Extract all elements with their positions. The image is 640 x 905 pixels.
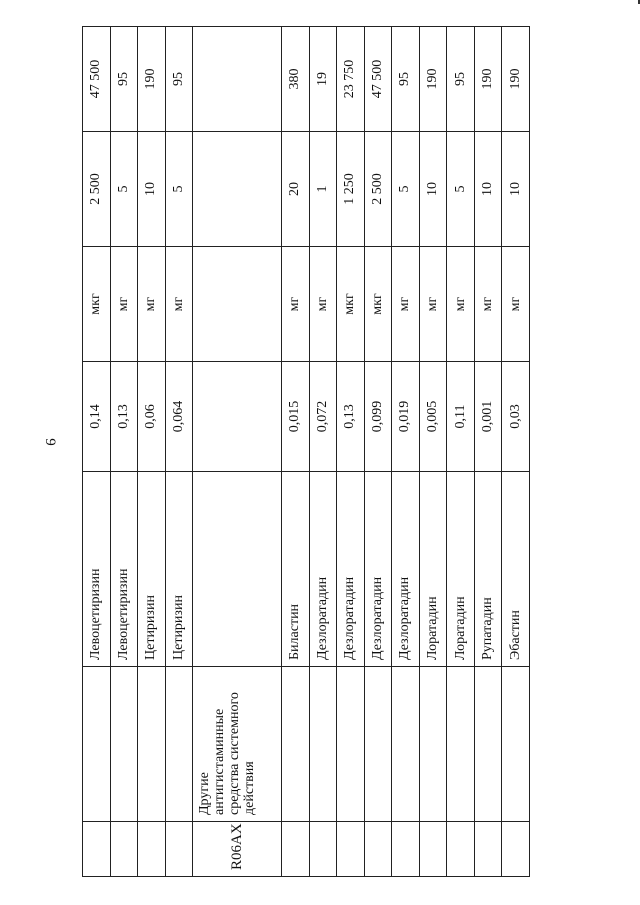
drug-name-cell: Биластин [282,472,310,667]
value-cell: 0,06 [138,362,166,472]
total-cell: 190 [474,27,502,132]
total-cell: 380 [282,27,310,132]
total-cell: 47 500 [83,27,111,132]
unit-cell: мг [474,247,502,362]
dose-cell: 5 [447,132,475,247]
dose-cell: 5 [392,132,420,247]
group-cell [364,667,392,822]
group-cell [392,667,420,822]
table-row [165,27,193,877]
table-row [502,27,530,877]
drug-name-cell: Эбастин [502,472,530,667]
dose-cell: 10 [138,132,166,247]
total-cell: 190 [502,27,530,132]
group-cell [337,667,365,822]
unit-cell: мг [447,247,475,362]
dose-cell: 2 500 [364,132,392,247]
dose-cell: 1 250 [337,132,365,247]
drug-name-cell: Дезлоратадин [309,472,337,667]
value-cell [193,362,282,472]
dose-cell: 5 [110,132,138,247]
code-cell [474,822,502,877]
dose-cell [193,132,282,247]
group-cell [165,667,193,822]
code-cell [282,822,310,877]
code-cell [309,822,337,877]
table-row [364,27,392,877]
table-row [83,27,111,877]
group-cell [282,667,310,822]
dose-cell: 2 500 [83,132,111,247]
table-container [82,27,530,877]
unit-cell: мг [282,247,310,362]
value-cell: 0,13 [110,362,138,472]
drug-table [82,26,530,877]
drug-name-cell: Рупатадин [474,472,502,667]
unit-cell: мг [165,247,193,362]
drug-name-cell: Цетиризин [138,472,166,667]
code-cell: R06AX [193,822,282,877]
group-cell [447,667,475,822]
drug-name-cell: Дезлоратадин [392,472,420,667]
code-cell [83,822,111,877]
value-cell: 0,001 [474,362,502,472]
dose-cell: 5 [165,132,193,247]
code-cell [447,822,475,877]
group-cell: Другие антигистаминные средства системного действия [193,667,282,822]
total-cell: 95 [447,27,475,132]
code-cell [110,822,138,877]
drug-name-cell: Цетиризин [165,472,193,667]
rotated-table-wrapper [82,27,530,877]
value-cell: 0,11 [447,362,475,472]
code-cell [337,822,365,877]
drug-name-cell: Лоратадин [419,472,447,667]
code-cell [502,822,530,877]
value-cell: 0,019 [392,362,420,472]
dose-cell: 10 [474,132,502,247]
dose-cell: 10 [502,132,530,247]
table-row [392,27,420,877]
page-number: 9 [42,438,58,446]
unit-cell: мг [110,247,138,362]
unit-cell: мг [309,247,337,362]
total-cell: 19 [309,27,337,132]
code-cell [138,822,166,877]
unit-cell: мг [138,247,166,362]
dose-cell: 10 [419,132,447,247]
value-cell: 0,015 [282,362,310,472]
table-row [474,27,502,877]
drug-name-cell: Лоратадин [447,472,475,667]
drug-name-cell: Дезлоратадин [337,472,365,667]
drug-name-cell: Левоцетиризин [110,472,138,667]
value-cell: 0,005 [419,362,447,472]
total-cell: 47 500 [364,27,392,132]
total-cell: 95 [392,27,420,132]
unit-cell: мкг [83,247,111,362]
value-cell: 0,03 [502,362,530,472]
value-cell: 0,099 [364,362,392,472]
total-cell: 23 750 [337,27,365,132]
table-row [110,27,138,877]
group-cell [309,667,337,822]
group-cell [419,667,447,822]
table-row [138,27,166,877]
unit-cell: мкг [337,247,365,362]
total-cell: 190 [419,27,447,132]
dose-cell: 1 [309,132,337,247]
group-cell [474,667,502,822]
table-row [282,27,310,877]
drug-name-cell: Левоцетиризин [83,472,111,667]
unit-cell [193,247,282,362]
code-cell [165,822,193,877]
drug-name-cell: Дезлоратадин [364,472,392,667]
value-cell: 0,064 [165,362,193,472]
group-cell [110,667,138,822]
table-row [447,27,475,877]
total-cell: 190 [138,27,166,132]
code-cell [392,822,420,877]
value-cell: 0,14 [83,362,111,472]
unit-cell: мг [392,247,420,362]
unit-cell: мг [419,247,447,362]
total-cell [193,27,282,132]
group-cell [83,667,111,822]
code-cell [364,822,392,877]
dose-cell: 20 [282,132,310,247]
value-cell: 0,13 [337,362,365,472]
table-row [419,27,447,877]
drug-name-cell [193,472,282,667]
group-cell [138,667,166,822]
value-cell: 0,072 [309,362,337,472]
table-row [193,27,282,877]
group-cell [502,667,530,822]
code-cell [419,822,447,877]
table-row [309,27,337,877]
unit-cell: мг [502,247,530,362]
total-cell: 95 [110,27,138,132]
table-row [337,27,365,877]
unit-cell: мкг [364,247,392,362]
total-cell: 95 [165,27,193,132]
